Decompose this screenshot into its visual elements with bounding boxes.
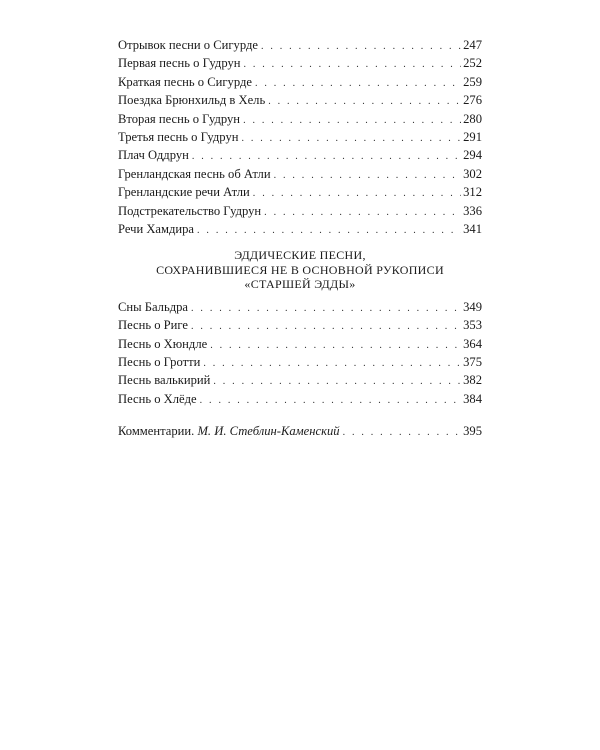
toc-entry [118,36,482,54]
toc-entry [118,371,482,389]
section-heading-line: СОХРАНИВШИЕСЯ НЕ В ОСНОВНОЙ РУКОПИСИ [156,262,444,277]
toc-entry-title: Плач Оддрун [118,148,189,163]
toc-dot-leader [274,167,462,185]
toc-dot-leader [191,300,461,318]
toc-entry [118,316,482,334]
toc-entry-title: Песнь о Риге [118,318,188,333]
toc-entry [118,146,482,164]
toc-entry [118,298,482,316]
toc-entry-title: Третья песнь о Гудрун [118,129,239,144]
toc-dot-leader [253,185,461,203]
toc-entry-title: Речи Хамдира [118,221,195,236]
toc-dot-leader [203,355,461,373]
toc-entry [118,165,482,183]
toc-entry-page: 294 [463,148,482,163]
toc-dot-leader [343,424,462,442]
toc-dot-leader [243,112,461,130]
toc-dot-leader [243,56,461,74]
toc-entry [118,220,482,238]
toc-entry-page: 364 [463,336,482,351]
toc-entry [118,54,482,72]
toc-entry [118,110,482,128]
commentary-label: Комментарии. [118,424,195,439]
toc-entry-page: 336 [463,203,482,218]
toc-entry-title: Гренландские речи Атли [118,185,250,200]
toc-entry-title: Песнь о Хюндле [118,336,208,351]
toc-entry-page: 384 [463,391,482,406]
toc-entry-page: 353 [463,318,482,333]
toc-entry-page: 252 [463,56,482,71]
toc-entry-page: 341 [463,221,482,236]
toc-list-additional [118,298,482,408]
toc-list-main [118,36,482,238]
section-heading-line: «СТАРШЕЙ ЭДДЫ» [244,277,356,292]
toc-list-commentary [118,422,482,440]
toc-entry [118,91,482,109]
toc-entry-page: 382 [463,373,482,388]
toc-entry-commentary [118,422,482,440]
commentary-author: М. И. Стеблин-Каменский [197,424,340,439]
section-heading-line: ЭДДИЧЕСКИЕ ПЕСНИ, [234,248,366,263]
toc-entry [118,128,482,146]
toc-dot-leader [191,318,461,336]
toc-entry-title: Краткая песнь о Сигурде [118,74,252,89]
section-heading [118,248,482,292]
toc-entry-page: 312 [463,185,482,200]
toc-entry-page: 276 [463,93,482,108]
toc-dot-leader [264,204,461,222]
toc-entry-title: Поездка Брюнхильд в Хель [118,93,266,108]
toc-entry-title: Песнь валькирий [118,373,211,388]
toc-entry-page: 349 [463,299,482,314]
toc-entry-title: Подстрекательство Гудрун [118,203,262,218]
toc-entry [118,353,482,371]
toc-entry-page: 395 [463,424,482,439]
toc-entry-page: 375 [463,354,482,369]
toc-dot-leader [210,337,461,355]
toc-entry [118,390,482,408]
toc-dot-leader [241,130,461,148]
toc-entry-title: Песнь о Хлёде [118,391,197,406]
toc-dot-leader [261,38,461,56]
toc-entry-page: 259 [463,74,482,89]
toc-entry-title: Вторая песнь о Гудрун [118,111,241,126]
table-of-contents [118,36,482,441]
toc-entry-page: 302 [463,166,482,181]
toc-entry-page: 247 [463,38,482,52]
toc-entry [118,202,482,220]
toc-entry-page: 291 [463,129,482,144]
toc-entry [118,183,482,201]
toc-dot-leader [197,222,461,240]
toc-dot-leader [255,75,461,93]
toc-dot-leader [213,373,461,391]
toc-dot-leader [268,93,461,111]
toc-entry-title: Отрывок песни о Сигурде [118,38,258,52]
toc-entry-title: Сны Бальдра [118,299,189,314]
toc-entry [118,73,482,91]
toc-entry-title: Песнь о Гротти [118,354,201,369]
toc-entry-title: Первая песнь о Гудрун [118,56,241,71]
toc-entry-title [118,422,343,440]
toc-dot-leader [200,392,461,410]
toc-entry-title: Гренландская песнь об Атли [118,166,271,181]
toc-entry [118,335,482,353]
toc-entry-page: 280 [463,111,482,126]
